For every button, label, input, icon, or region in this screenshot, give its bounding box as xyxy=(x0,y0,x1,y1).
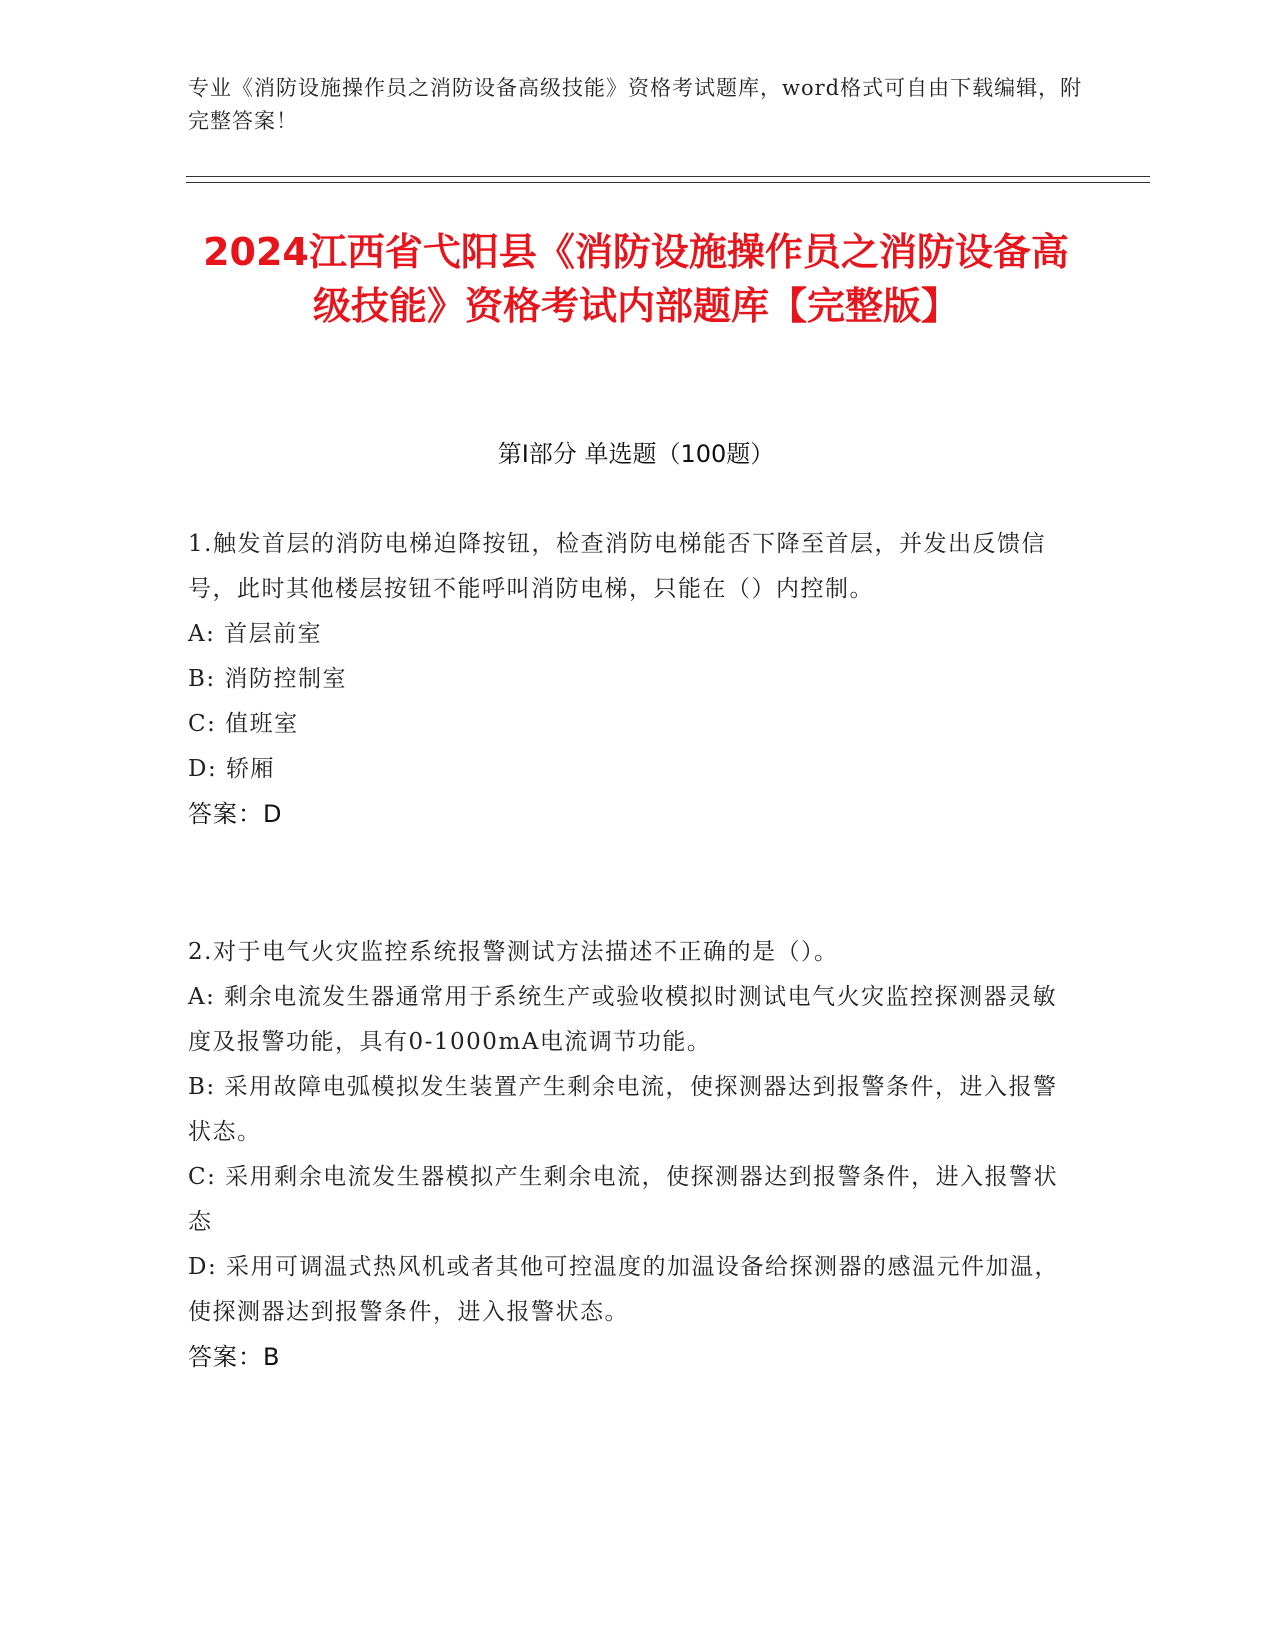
document-title: 2024江西省弋阳县《消防设施操作员之消防设备高级技能》资格考试内部题库【完整版】 xyxy=(203,230,1069,328)
question-stem: 1.触发首层的消防电梯迫降按钮，检查消防电梯能否下降至首层，并发出反馈信号，此时其他楼层按钮不能呼叫消防电梯，只能在（）内控制。 xyxy=(188,531,1046,602)
question-block xyxy=(188,522,1068,837)
option-b: B: 消防控制室 xyxy=(188,666,347,692)
option-c: C: 值班室 xyxy=(188,711,299,737)
option-c: C: 采用剩余电流发生器模拟产生剩余电流，使探测器达到报警条件，进入报警状态 xyxy=(188,1164,1059,1235)
header-note: 专业《消防设施操作员之消防设备高级技能》资格考试题库，word格式可自由下载编辑，附完整答案！ xyxy=(188,76,1083,133)
option-b: B: 采用故障电弧模拟发生装置产生剩余电流，使探测器达到报警条件，进入报警状态。 xyxy=(188,1074,1058,1145)
option-a: A: 首层前室 xyxy=(188,621,323,647)
header-divider-bottom xyxy=(186,182,1150,183)
question-block xyxy=(188,930,1068,1380)
header-divider-top xyxy=(186,176,1150,177)
section-title: 第I部分 单选题（100题） xyxy=(497,440,775,468)
option-d: D: 轿厢 xyxy=(188,756,276,782)
option-d: D: 采用可调温式热风机或者其他可控温度的加温设备给探测器的感温元件加温，使探测器达到报警条件，进入报警状态。 xyxy=(188,1254,1060,1325)
option-a: A: 剩余电流发生器通常用于系统生产或验收模拟时测试电气火灾监控探测器灵敏度及报警功能，具有0-1000mA电流调节功能。 xyxy=(188,984,1058,1055)
answer-label: 答案：B xyxy=(188,1343,281,1371)
answer-label: 答案：D xyxy=(188,800,283,828)
question-stem: 2.对于电气火灾监控系统报警测试方法描述不正确的是（）。 xyxy=(188,939,839,965)
